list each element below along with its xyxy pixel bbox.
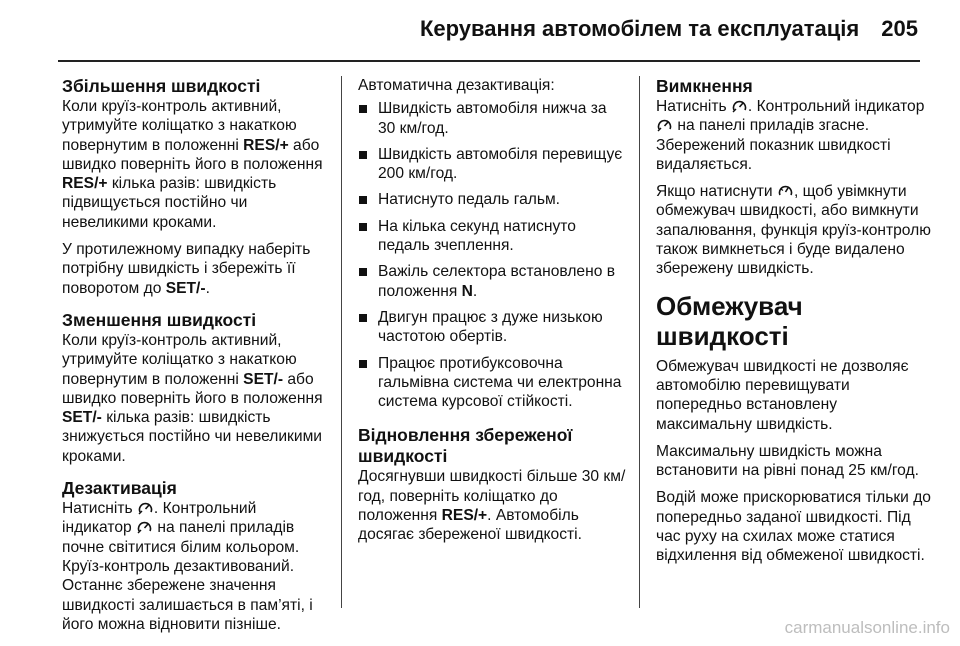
cruise-control-icon: [137, 520, 152, 534]
cruise-control-icon: [138, 501, 153, 515]
column-1: [62, 76, 330, 646]
paragraph: Якщо натиснути , щоб увімкнути обмежувач швидкості, або вимкнути запалювання, функція круїз-контролю також вимкнеться і буде видалено збережену швидкість.: [656, 183, 931, 278]
column-divider: [341, 76, 342, 608]
list-item: Важіль селектора встановлено в положення N.: [358, 262, 626, 301]
list-item: Натиснуто педаль гальм.: [358, 190, 626, 209]
speed-limiter-icon: [778, 184, 793, 198]
paragraph: Досягнувши швидкості більше 30 км/год, поверніть коліщатко до положення RES/+. Автомобіль досягає збереженої швидкості.: [358, 468, 626, 544]
paragraph: Обмежувач швидкості не дозволяє автомобілю перевищувати попередньо встановлену максимальну швидкість.: [656, 357, 909, 433]
auto-deactivation-list: [358, 99, 626, 411]
paragraph: У протилежному випадку наберіть потрібну швидкість і збережіть її поворотом до SET/-.: [62, 241, 311, 297]
column-2: [358, 76, 626, 557]
paragraph: Максимальну швидкість можна встановити на рівні понад 25 км/год.: [656, 442, 919, 480]
section-heading: Збільшення швидкості: [62, 76, 261, 96]
auto-deactivation-intro: Автоматична дезактивація:: [358, 77, 555, 94]
column-3: [656, 76, 932, 574]
section-heading: Вимкнення: [656, 76, 753, 96]
section-restore-speed: [358, 425, 626, 544]
paragraph: Натисніть . Контрольний індикатор на панелі приладів почне світитися білим кольором. Круїз-контроль дезактивований. Останнє збережене значення швидкості залишається в пам’яті, і його можна відновити пізніше.: [62, 500, 313, 633]
paragraph: Водій може прискорюватися тільки до попередньо заданої швидкості. Під час руху на схилах може статися відхилення від обмеженої швидкості.: [656, 489, 931, 565]
paragraph: Коли круїз-контроль активний, утримуйте коліщатко з накаткою повернутим в положенні SET/- або швидко поверніть його в положення SET/- кілька разів: швидкість знижується постійно чи невеликими кроками.: [62, 331, 323, 465]
list-item: Двигун працює з дуже низькою частотою обертів.: [358, 308, 626, 347]
section-heading: Зменшення швидкості: [62, 309, 257, 330]
list-item: Швидкість автомобіля нижча за 30 км/год.: [358, 99, 626, 138]
page-number: 205: [881, 16, 918, 41]
list-item: На кілька секунд натиснуто педаль зчеплення.: [358, 217, 626, 256]
watermark: carmanualsonline.info: [784, 618, 950, 637]
paragraph: Натисніть . Контрольний індикатор на панелі приладів згасне. Збережений показник швидкості видаляється.: [656, 98, 925, 173]
cruise-control-icon: [732, 99, 747, 113]
section-switch-off: [656, 76, 932, 279]
section-increase-speed: [62, 76, 330, 298]
section-heading: Дезактивація: [62, 478, 177, 499]
page-title: Керування автомобілем та експлуатація: [420, 16, 860, 41]
section-heading: Відновлення збереженої швидкості: [358, 425, 573, 467]
list-item: Швидкість автомобіля перевищує 200 км/год.: [358, 145, 626, 184]
header-rule: [58, 60, 920, 62]
section-decrease-speed: [62, 310, 330, 466]
chapter-heading: Обмежувач швидкості: [656, 290, 803, 351]
cruise-control-icon: [657, 118, 672, 132]
list-item: Працює протибуксовочна гальмівна система чи електронна система курсової стійкості.: [358, 354, 626, 412]
column-divider: [639, 76, 640, 608]
paragraph: Коли круїз-контроль активний, утримуйте коліщатко з накаткою повернутим в положенні RES/+ або швидко поверніть його в положення RES/+ кілька разів: швидкість підвищується постійно чи невеликими кроками.: [62, 98, 323, 231]
section-deactivation: [62, 478, 330, 634]
page-header: [0, 0, 960, 52]
